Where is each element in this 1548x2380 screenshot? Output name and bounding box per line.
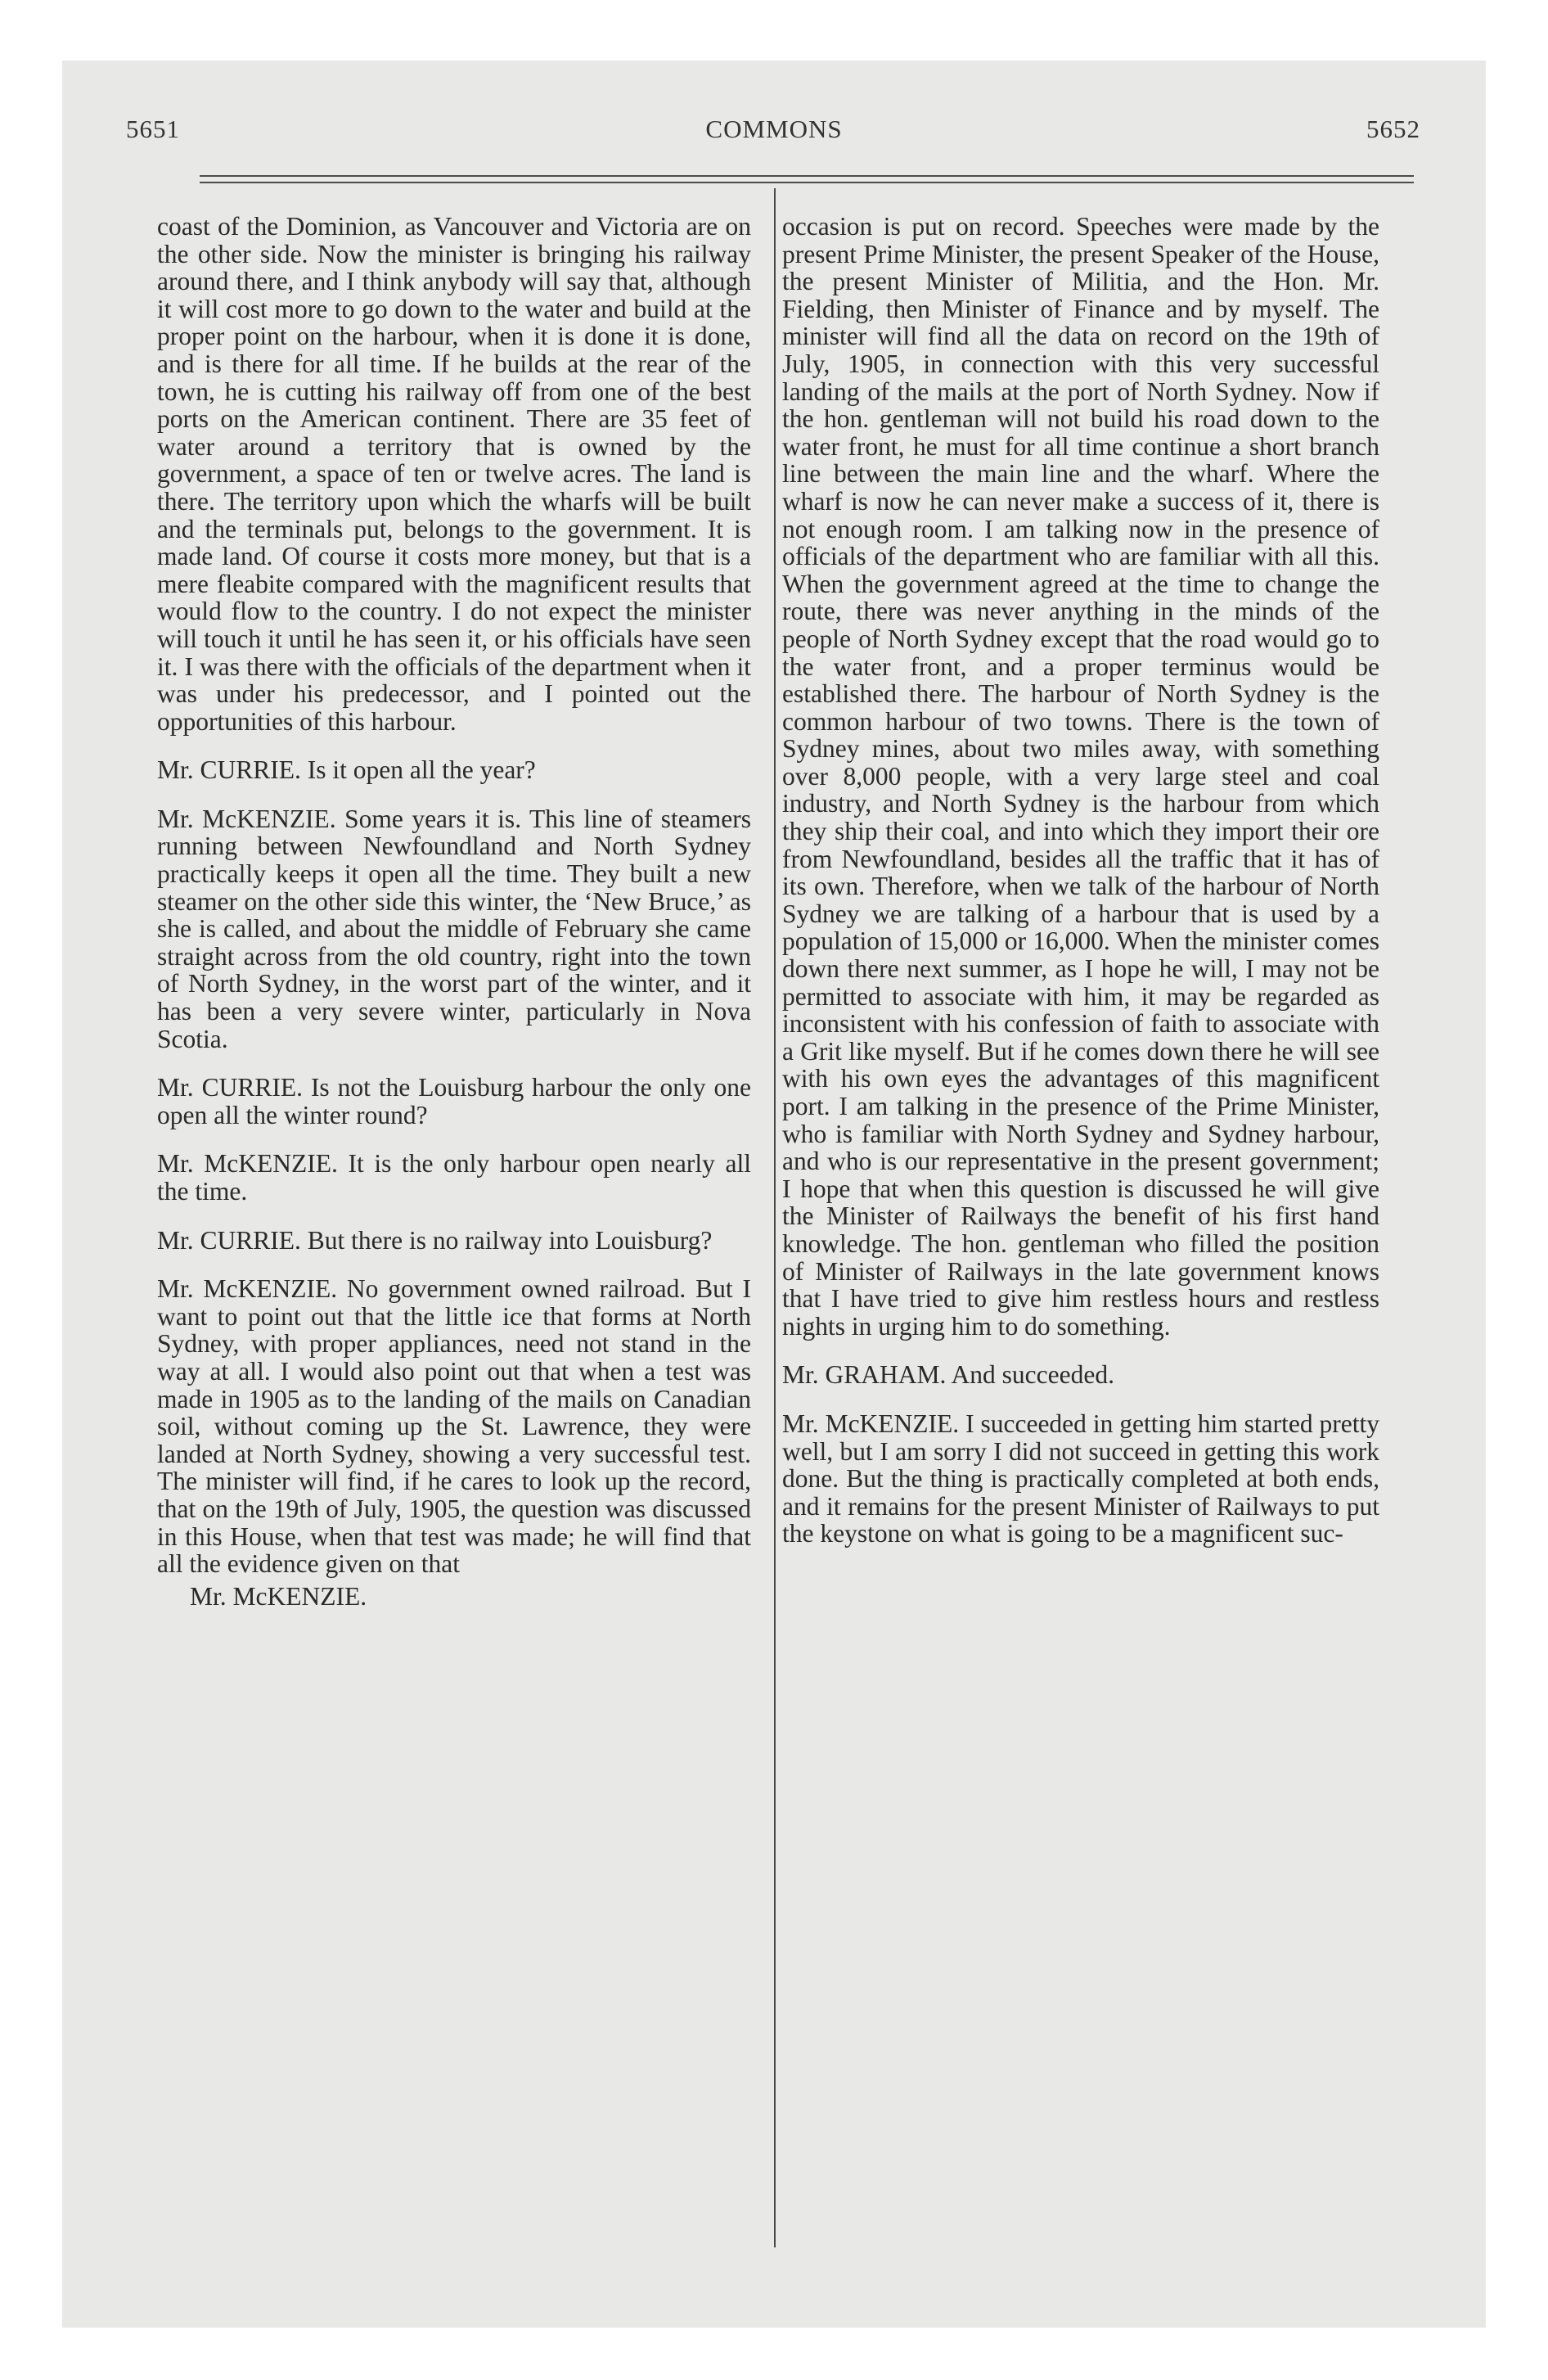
- right-column: [782, 213, 1379, 1548]
- paragraph: Mr. CURRIE. But there is no railway into Louisburg?: [157, 1225, 713, 1255]
- paragraph: Mr. McKENZIE. It is the only harbour open nearly all the time.: [157, 1149, 751, 1206]
- header-rule-bottom: [200, 182, 1414, 183]
- left-page-number: 5651: [126, 115, 180, 143]
- header-rule-top: [200, 175, 1414, 177]
- paragraph: Mr. CURRIE. Is not the Louisburg harbour the only one open all the winter round?: [157, 1073, 751, 1129]
- paragraph: Mr. McKENZIE. Some years it is. This line of steamers running between Newfoundland and North Sydney practically keeps it open all the time. They built a new steamer on the other side this winter, the ‘New Bruce,’ as she is called, and about the middle of February she came straight across from the old country, right into the town of North Sydney, in the worst part of the winter, and it has been a very severe winter, particularly in Nova Scotia.: [157, 804, 751, 1053]
- left-column: [157, 213, 751, 1610]
- paragraph: Mr. McKENZIE. I succeeded in getting him started pretty well, but I am sorry I did not succeed in getting this work done. But the thing is practically completed at both ends, and it remains for the present Minister of Railways to put the keystone on what is going to be a magnificent suc-: [782, 1409, 1379, 1548]
- catchword: Mr. McKENZIE.: [190, 1581, 367, 1611]
- paragraph: coast of the Dominion, as Vancouver and Victoria are on the other side. Now the minister is bringing his railway around there, and I think anybody will say that, although it will cost more to go down to the water and build at the proper point on the harbour, when it is done it is done, and is there for all time. If he builds at the rear of the town, he is cutting his railway off from one of the best ports on the American continent. There are 35 feet of water around a territory that is owned by the government, a space of ten or twelve acres. The land is there. The territory upon which the wharfs will be built and the terminals put, belongs to the government. It is made land. Of course it costs more money, but that is a mere fleabite compared with the magnificent results that would flow to the country. I do not expect the minister will touch it until he has seen it, or his officials have seen it. I was there with the officials of the department when it was under his predecessor, and I pointed out the opportunities of this harbour.: [157, 212, 751, 736]
- paragraph: Mr. CURRIE. Is it open all the year?: [157, 755, 536, 785]
- paragraph: Mr. McKENZIE. No government owned railroad. But I want to point out that the little ice that forms at North Sydney, with proper appliances, need not stand in the way at all. I would also point out that when a test was made in 1905 as to the landing of the mails on Canadian soil, without coming up the St. Lawrence, they were landed at North Sydney, showing a very successful test. The minister will find, if he cares to look up the record, that on the 19th of July, 1905, the question was discussed in this House, when that test was made; he will find that all the evidence given on that: [157, 1274, 751, 1579]
- paragraph: occasion is put on record. Speeches were made by the present Prime Minister, the present Speaker of the House, the present Minister of Militia, and the Hon. Mr. Fielding, then Minister of Finance and by myself. The minister will find all the data on record on the 19th of July, 1905, in connection with this very successful landing of the mails at the port of North Sydney. Now if the hon. gentleman will not build his road down to the water front, he must for all time continue a short branch line between the main line and the wharf. Where the wharf is now he can never make a success of it, there is not enough room. I am talking now in the presence of officials of the department who are familiar with all this. When the government agreed at the time to change the route, there was never anything in the minds of the people of North Sydney except that the road would go to the water front, and a proper terminus would be established there. The harbour of North Sydney is the common harbour of two towns. There is the town of Sydney mines, about two miles away, with something over 8,000 people, with a very large steel and coal industry, and North Sydney is the harbour from which they ship their coal, and into which they import their ore from Newfoundland, besides all the traffic that it has of its own. Therefore, when we talk of the harbour of North Sydney we are talking of a harbour that is used by a population of 15,000 or 16,000. When the minister comes down there next summer, as I hope he will, I may not be permitted to associate with him, it may be regarded as inconsistent with his confession of faith to associate with a Grit like myself. But if he comes down there he will see with his own eyes the advantages of this magnificent port. I am talking in the presence of the Prime Minister, who is familiar with North Sydney and Sydney harbour, and who is our representative in the present government; I hope that when this question is discussed he will give the Minister of Railways the benefit of his first hand knowledge. The hon. gentleman who filled the position of Minister of Railways in the late government knows that I have tried to give him restless hours and restless nights in urging him to do something.: [782, 212, 1379, 1341]
- right-page-number: 5652: [1366, 115, 1420, 143]
- page-scan: [62, 61, 1486, 2328]
- paragraph: Mr. GRAHAM. And succeeded.: [782, 1360, 1114, 1390]
- running-head: COMMONS: [705, 115, 843, 143]
- column-divider: [774, 188, 776, 2247]
